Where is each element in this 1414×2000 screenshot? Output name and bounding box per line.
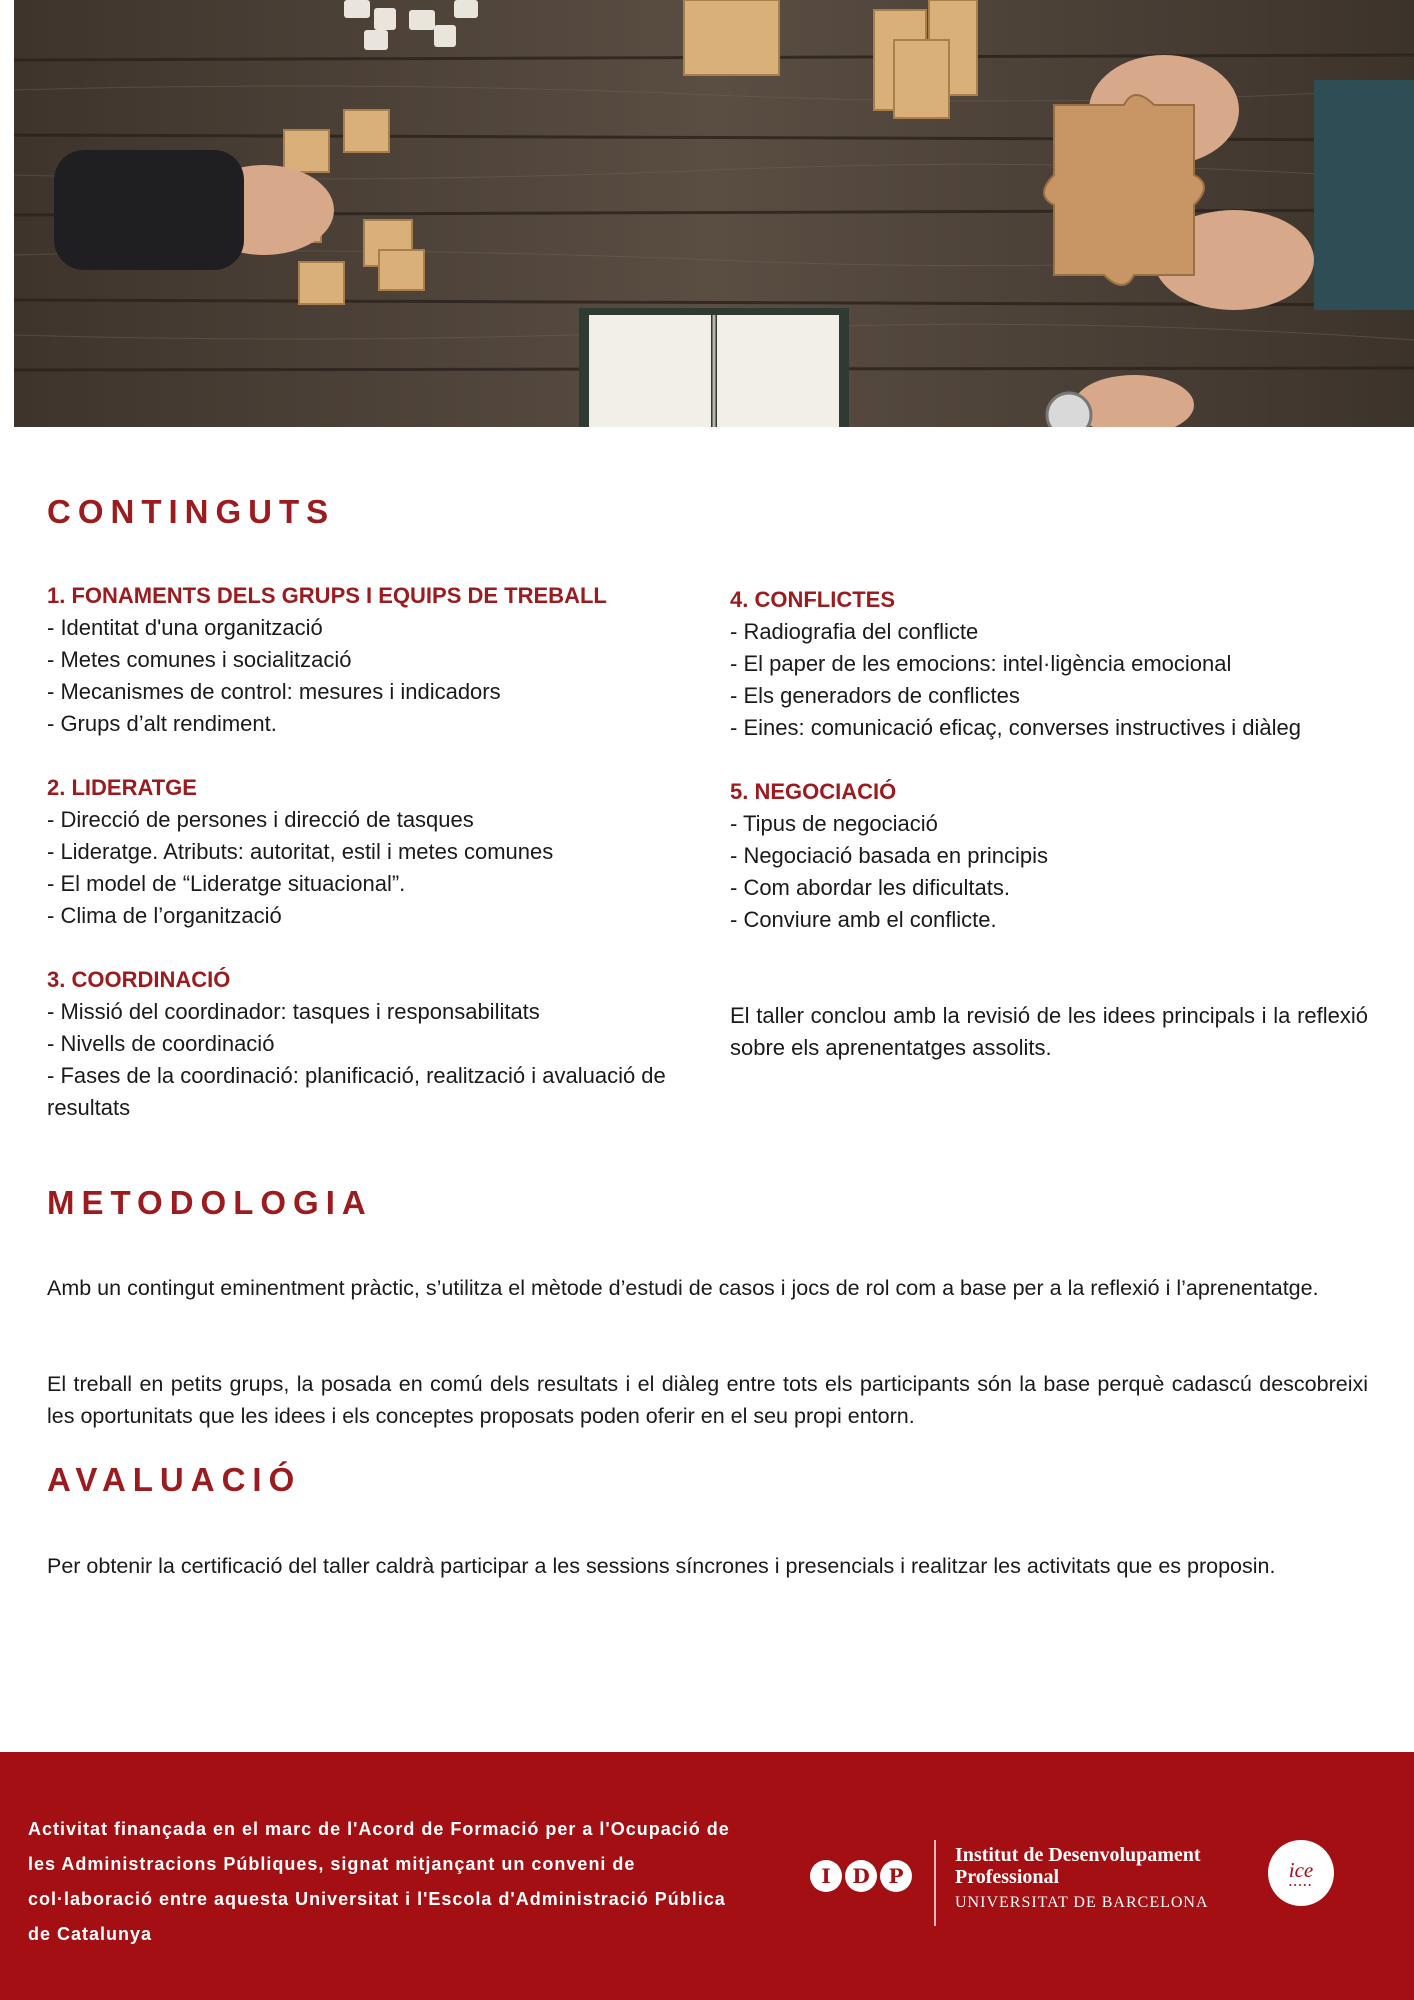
topic-item: - Lideratge. Atributs: autoritat, estil i metes comunes xyxy=(47,839,554,864)
idp-logo-letter: I xyxy=(810,1860,842,1892)
topic-item: - Fases de la coordinació: planificació, realització i avaluació de resultats xyxy=(47,1063,666,1120)
topic-item: - Grups d’alt rendiment. xyxy=(47,711,277,736)
topic-item: - Mecanismes de control: mesures i indicadors xyxy=(47,679,501,704)
footer-logos xyxy=(810,1840,1370,1940)
topic-item: - Identitat d'una organització xyxy=(47,615,323,640)
hero-illustration xyxy=(14,0,1414,427)
topic-heading: 5. NEGOCIACIÓ xyxy=(730,779,897,804)
notebook xyxy=(579,308,849,427)
topic-heading: 4. CONFLICTES xyxy=(730,587,896,612)
jigsaw-pieces xyxy=(1044,95,1204,285)
topic-block-1 xyxy=(47,580,687,740)
topic-item: - Missió del coordinador: tasques i responsabilitats xyxy=(47,999,540,1024)
logo-divider xyxy=(934,1840,936,1926)
topic-block-4 xyxy=(730,584,1370,744)
contents-title: CONTINGUTS xyxy=(47,493,336,530)
methodology-title: METODOLOGIA xyxy=(47,1184,373,1221)
idp-logo-letter: D xyxy=(845,1860,877,1892)
contents-right-column xyxy=(730,584,1370,968)
closing-paragraph: El taller conclou amb la revisió de les idees principals i la reflexió sobre els aprenentatges assolits. xyxy=(730,1003,1368,1060)
funding-text: Activitat finançada en el marc de l'Acord de Formació per a l'Ocupació de les Administracions Públiques, signat mitjançant un conveni de col·laboració entre aquesta Universitat i l'Escola d'Administració Pública de Catalunya xyxy=(28,1819,730,1944)
compass xyxy=(1047,393,1091,427)
topic-item: - El model de “Lideratge situacional”. xyxy=(47,871,406,896)
topic-item: - Eines: comunicació eficaç, converses instructives i diàleg xyxy=(730,715,1302,740)
footer xyxy=(0,1752,1414,2000)
topic-item: - Negociació basada en principis xyxy=(730,843,1048,868)
topic-item: - Conviure amb el conflicte. xyxy=(730,907,997,932)
topic-item: - Metes comunes i socialització xyxy=(47,647,352,672)
ice-logo-dots: ••••• xyxy=(1288,1880,1313,1890)
contents-left-column xyxy=(47,580,687,1156)
idp-logo-letter: P xyxy=(880,1860,912,1892)
ice-logo-text: ice xyxy=(1288,1857,1314,1882)
topic-item: - Nivells de coordinació xyxy=(47,1031,275,1056)
topic-item: - Direcció de persones i direcció de tasques xyxy=(47,807,474,832)
topic-heading: 3. COORDINACIÓ xyxy=(47,967,231,992)
university-name: UNIVERSITAT DE BARCELONA xyxy=(955,1894,1209,1911)
topic-item: - Clima de l’organització xyxy=(47,903,282,928)
topic-block-2 xyxy=(47,772,687,932)
institute-name: Institut de Desenvolupament Professional xyxy=(955,1844,1201,1888)
topic-item: - El paper de les emocions: intel·ligència emocional xyxy=(730,651,1232,676)
topic-heading: 2. LIDERATGE xyxy=(47,775,197,800)
methodology-paragraph-2: El treball en petits grups, la posada en comú dels resultats i el diàleg entre tots els participants són la base perquè cadascú descobreixi les oportunitats que les idees i els conceptes proposats poden oferir en el seu propi entorn. xyxy=(47,1372,1368,1428)
ice-logo xyxy=(1268,1840,1334,1906)
evaluation-paragraph: Per obtenir la certificació del taller caldrà participar a les sessions síncrones i presencials i realitzar les activitats que es proposin. xyxy=(47,1554,1276,1578)
topic-block-5 xyxy=(730,776,1370,936)
topic-heading: 1. FONAMENTS DELS GRUPS I EQUIPS DE TREBALL xyxy=(47,583,607,608)
topic-block-3 xyxy=(47,964,687,1124)
evaluation-title: AVALUACIÓ xyxy=(47,1461,302,1498)
topic-item: - Tipus de negociació xyxy=(730,811,938,836)
topic-item: - Els generadors de conflictes xyxy=(730,683,1020,708)
methodology-paragraph-1: Amb un contingut eminentment pràctic, s’utilitza el mètode d’estudi de casos i jocs de rol com a base per a la reflexió i l’aprenentatge. xyxy=(47,1276,1319,1300)
topic-item: - Com abordar les dificultats. xyxy=(730,875,1010,900)
hero-image xyxy=(14,0,1414,427)
topic-item: - Radiografia del conflicte xyxy=(730,619,979,644)
